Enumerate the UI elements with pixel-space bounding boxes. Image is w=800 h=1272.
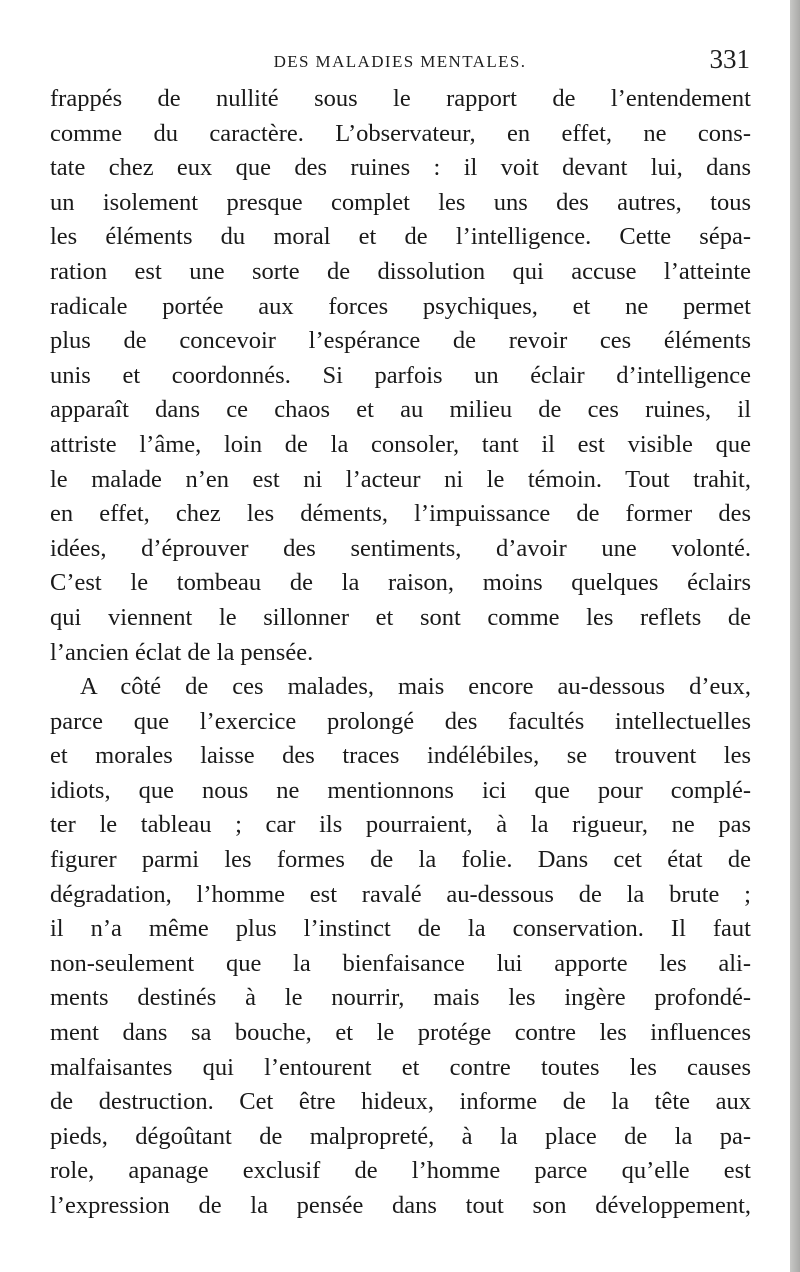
text-line: attriste l’âme, loin de la consoler, tant il est visible que bbox=[50, 430, 751, 458]
text-line: ration est une sorte de dissolution qui accuse l’atteinte bbox=[50, 257, 751, 285]
text-line: le malade n’en est ni l’acteur ni le témoin. Tout trahit, bbox=[50, 465, 751, 493]
text-line: de destruction. Cet être hideux, informe de la tête aux bbox=[50, 1088, 751, 1116]
text-line: frappés de nullité sous le rapport de l’entendement bbox=[50, 85, 751, 112]
text-line: malfaisantes qui l’entourent et contre toutes les causes bbox=[50, 1053, 751, 1081]
page-number: 331 bbox=[709, 44, 750, 74]
text-line: idiots, que nous ne mentionnons ici que pour complé- bbox=[50, 776, 751, 804]
text-line: un isolement presque complet les uns des autres, tous bbox=[50, 188, 751, 216]
text-line: non-seulement que la bienfaisance lui apporte les ali- bbox=[50, 949, 751, 977]
paragraph-start-line: A côté de ces malades, mais encore au-dessous d’eux, bbox=[80, 673, 751, 701]
text-line: idées, d’éprouver des sentiments, d’avoir une volonté. bbox=[50, 534, 751, 562]
text-line: et morales laisse des traces indélébiles, se trouvent les bbox=[50, 742, 751, 770]
text-line: l’expression de la pensée dans tout son développement, bbox=[50, 1192, 751, 1219]
page-edge-shadow bbox=[790, 0, 800, 1272]
text-line: figurer parmi les formes de la folie. Dans cet état de bbox=[50, 846, 751, 874]
text-line: parce que l’exercice prolongé des facultés intellectuelles bbox=[50, 707, 751, 735]
text-line: les éléments du moral et de l’intelligence. Cette sépa- bbox=[50, 223, 751, 251]
running-head bbox=[50, 44, 750, 80]
text-line: pieds, dégoûtant de malpropreté, à la place de la pa- bbox=[50, 1122, 751, 1150]
text-line: ter le tableau ; car ils pourraient, à la rigueur, ne pas bbox=[50, 811, 751, 839]
text-line: role, apanage exclusif de l’homme parce qu’elle est bbox=[50, 1157, 751, 1185]
paragraph-end-line: l’ancien éclat de la pensée. bbox=[50, 638, 314, 666]
text-line: apparaît dans ce chaos et au milieu de ces ruines, il bbox=[50, 396, 751, 424]
text-line: ments destinés à le nourrir, mais les ingère profondé- bbox=[50, 984, 751, 1012]
text-line: dégradation, l’homme est ravalé au-dessous de la brute ; bbox=[50, 880, 751, 908]
text-line: radicale portée aux forces psychiques, et ne permet bbox=[50, 292, 751, 320]
text-line: en effet, chez les déments, l’impuissance de former des bbox=[50, 500, 751, 528]
running-title: DES MALADIES MENTALES. bbox=[273, 52, 527, 71]
text-line: unis et coordonnés. Si parfois un éclair d’intelligence bbox=[50, 361, 751, 389]
text-line: C’est le tombeau de la raison, moins quelques éclairs bbox=[50, 569, 751, 597]
text-line: plus de concevoir l’espérance de revoir ces éléments bbox=[50, 327, 751, 355]
body-text bbox=[50, 82, 751, 1224]
text-line: tate chez eux que des ruines : il voit devant lui, dans bbox=[50, 154, 751, 182]
text-line: ment dans sa bouche, et le protége contre les influences bbox=[50, 1019, 751, 1047]
text-line: qui viennent le sillonner et sont comme les reflets de bbox=[50, 603, 751, 631]
text-line: comme du caractère. L’observateur, en effet, ne cons- bbox=[50, 119, 751, 147]
text-line: il n’a même plus l’instinct de la conservation. Il faut bbox=[50, 915, 751, 943]
